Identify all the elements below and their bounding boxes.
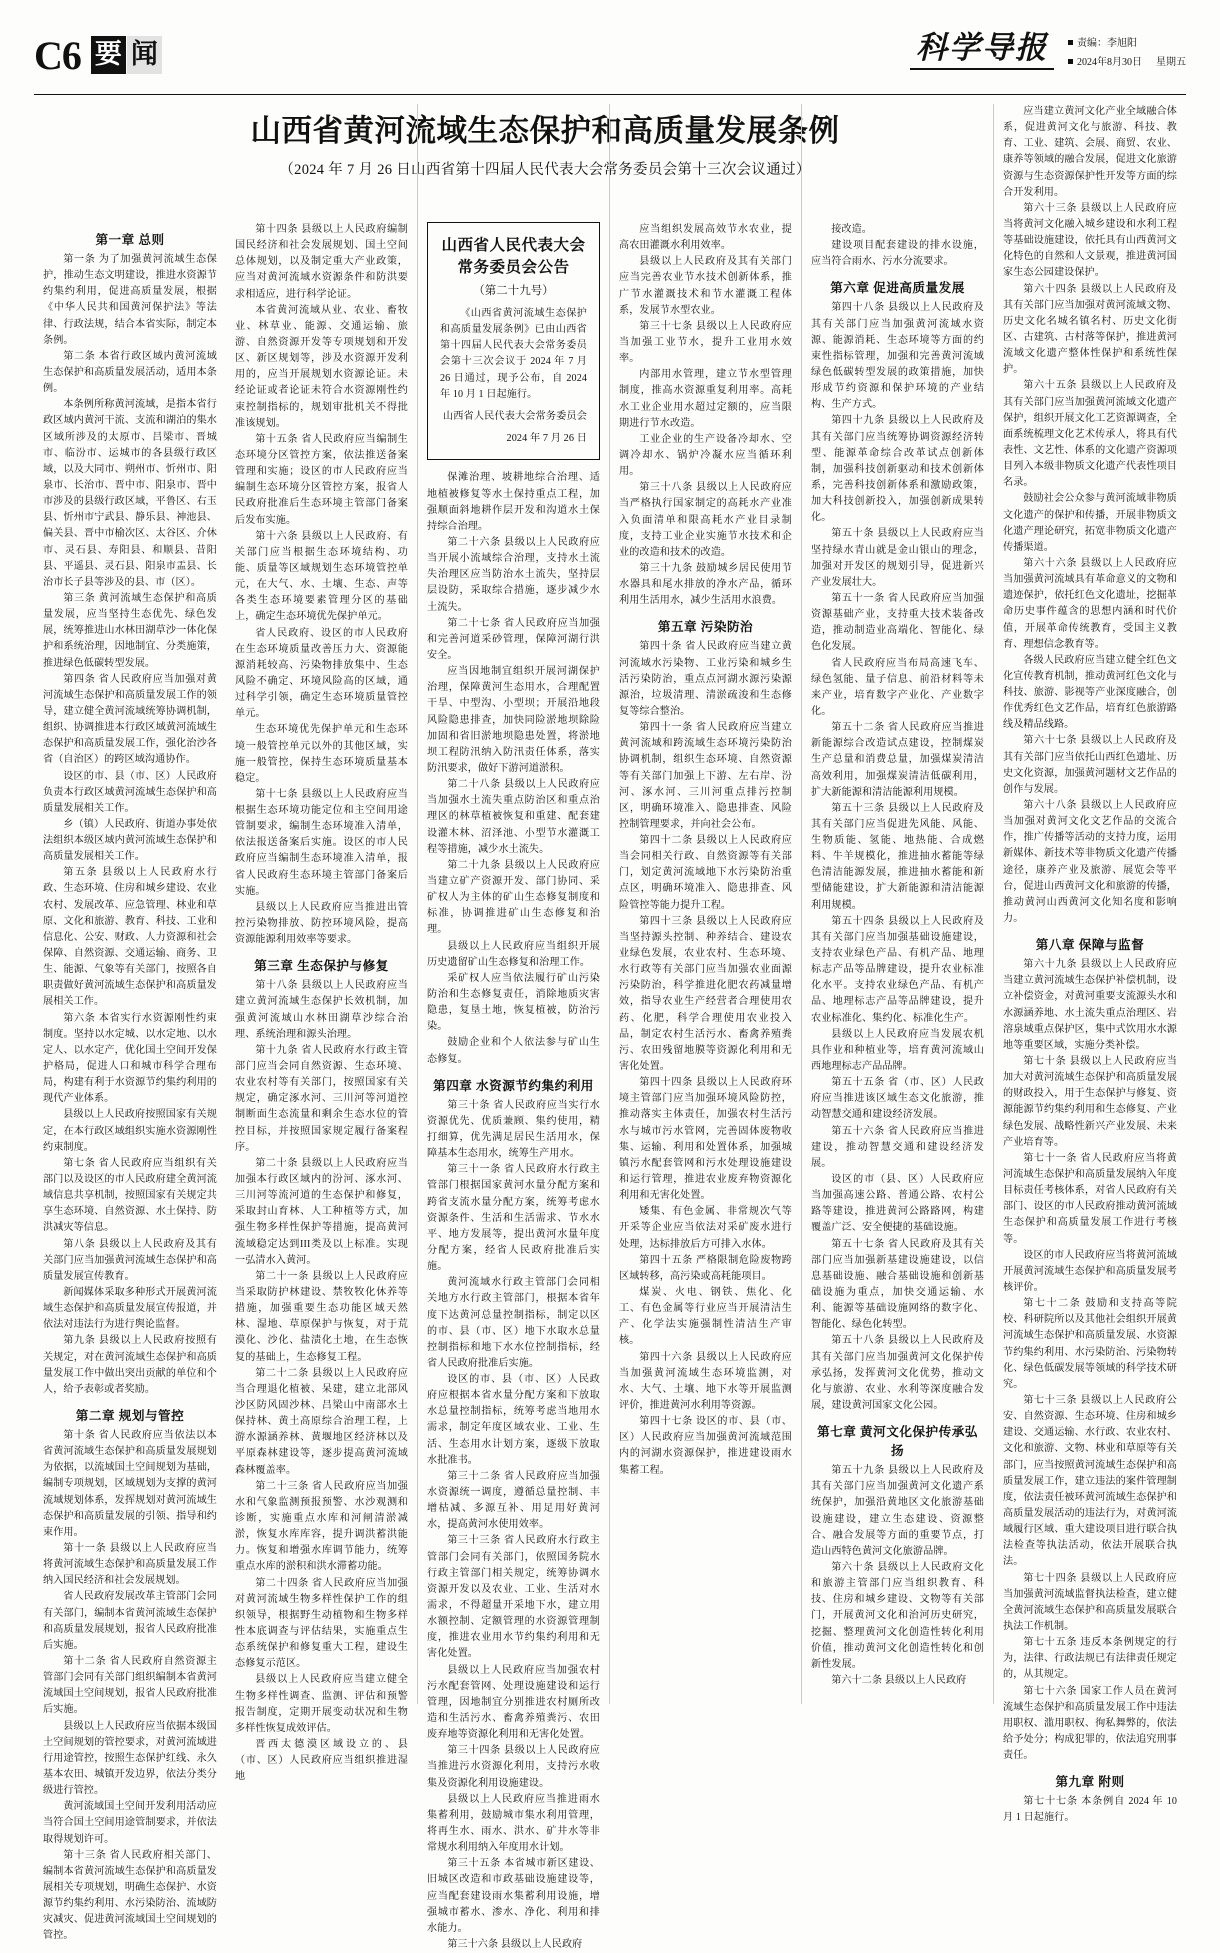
article-paragraph: 第三条 黄河流域生态保护和高质量发展，应当坚持生态优先、绿色发展，统筹推进山水林田湖草沙一体化保护和系统治理，因地制宜、分类施策，推进绿色低碳转型发展。 (43, 592, 217, 669)
article-paragraph: 第四十八条 县级以上人民政府及其有关部门应当加强黄河流域水资源、能源消耗、生态环境等方面的约束性指标管理，加强和完善黄河流域绿色低碳转型发展的政策措施，加快形成节约资源和保护环境的产业结构、生产方式。 (811, 302, 984, 411)
masthead-divider (34, 94, 1186, 95)
article-paragraph: 第五十八条 县级以上人民政府及其有关部门应当加强黄河文化保护传承弘扬，发挥黄河文化优势，推动文化与旅游、农业、水利等深度融合发展，建设黄河国家文化公园。 (811, 1335, 984, 1411)
article-paragraph: 省人民政府应当布局高速飞车、绿色氢能、量子信息、前沿材料等未来产业，培育数字产业化、产业数字化。 (811, 657, 984, 717)
article-paragraph: 黄河流域国土空间开发利用活动应当符合国土空间用途管制要求，并依法取得规划许可。 (43, 1801, 217, 1845)
article-paragraph: 县级以上人民政府应当加强农村污水配套管网、处理设施建设和运行管理，因地制宜分别推进农村厕所改造和生活污水、畜禽养殖粪污、农田废弃地等资源化利用和无害化处置。 (427, 1664, 600, 1741)
article-paragraph: 煤炭、火电、钢铁、焦化、化工、有色金属等行业应当开展清洁生产、化学法实施强制性清洁生产审核。 (619, 1287, 792, 1347)
article-paragraph: 第十八条 县级以上人民政府应当建立黄河流域生态保护长效机制，加强黄河流域山水林田湖草沙综合治理、系统治理和源头治理。 (235, 980, 408, 1040)
article-paragraph: 第十五条 省人民政府应当编制生态环境分区管控方案，依法推送备案管理和实施；设区的市人民政府应当编制生态环境分区管控方案，报省人民政府批准后生态环境主管部门备案后发布实施。 (235, 433, 408, 526)
article-paragraph: 第二十八条 县级以上人民政府应当加强水土流失重点防治区和重点治理区的林草植被恢复和重建、配套建设灌木林、沼泽池、小型节水灌溉工程等措施，减少水土流失。 (427, 779, 600, 855)
page-folio: C6 (34, 33, 81, 78)
article-paragraph: 县级以上人民政府应当发展农机具作业和种植业等，培育黄河流域山西地理标志产品品牌。 (811, 1028, 984, 1073)
article-paragraph: 县级以上人民政府应当推进雨水集蓄利用，鼓励城市集水利用管理，将再生水、雨水、洪水、矿井水等非常规水利用纳入年度用水计划。 (427, 1793, 600, 1854)
article-paragraph: 第三十五条 本省城市新区建设、旧城区改造和市政基础设施建设等，应当配套建设雨水集蓄利用设施，增强城市蓄水、渗水、净化、利用和排水能力。 (427, 1858, 600, 1934)
article-heading: 第五章 污染防治 (657, 620, 754, 635)
column-3 (418, 104, 610, 1950)
article-paragraph: 省人民政府、设区的市人民政府在生态环境质量改善压力大、资源能源消耗较高、污染物排放集中、生态风险不确定、环境风险高的区域，通过科学引领，确定生态环境质量管控单元。 (235, 627, 408, 720)
masthead-left (34, 30, 162, 76)
article-paragraph: 第二十九条 县级以上人民政府应当建立矿产资源开发、部门协同、采矿权人为主体的矿山生态修复制度和标准，协调推进矿山生态修复和治理。 (427, 859, 600, 936)
article-heading: 第六章 促进高质量发展 (830, 281, 965, 296)
article-paragraph: 第五十六条 省人民政府应当推进建设，推动智慧交通和建设经济发展。 (811, 1125, 984, 1169)
article-paragraph: 第三十条 省人民政府应当实行水资源优先、优质兼顾、集约使用，精打细算，优先满足居民生活用水，保障基本生态用水，统筹生产用水。 (427, 1099, 600, 1160)
masthead-meta (1068, 30, 1186, 72)
article-paragraph: 黄河流域水行政主管部门会同相关地方水行政主管部门，根据本省年度下达黄河总量控制指标，制定以区的市、县（市、区）地下水取水总量控制指标和地下水水位控制指标，经省人民政府批准后实施。 (427, 1277, 600, 1369)
article-paragraph: 工业企业的生产设备冷却水、空调冷却水、锅炉冷凝水应当循环利用。 (619, 433, 792, 478)
article-paragraph: 第十条 省人民政府应当依法以本省黄河流域生态保护和高质量发展规划为依据，以流域国土空间规划为基础，编制专项规划，区域规划为支撑的黄河流域规划体系，发挥规划对黄河流域生态保护和高质量发展的引领、指导和约束作用。 (43, 1429, 217, 1538)
article-paragraph: 第五十五条 省（市、区）人民政府应当推进该区域生态文化旅游，推动智慧交通和建设经济发展。 (811, 1077, 984, 1121)
column-3-body (427, 470, 600, 1953)
article-paragraph: 第三十二条 省人民政府应当加强水资源统一调度，遵循总量控制、丰增枯减、多源互补、用足用好黄河水，提高黄河水使用效率。 (427, 1470, 600, 1531)
article-paragraph: 应当组织发展高效节水农业，提高农田灌溉水利用效率。 (619, 224, 792, 252)
notice-title: 山西省人民代表大会常务委员会公告 (441, 237, 586, 276)
article-paragraph: 第四十三条 县级以上人民政府应当坚持源头控制、种养结合、建设农业绿色发展，农业农村、生态环境、水行政等有关部门应当加强农业面源污染防治，科学推进化肥农药减量增效，指导农业生产经营者合理使用农药、化肥，科学合理使用农业投入品，制定农村生活污水、畜禽养殖粪污、农田残留地膜等资源化利用和无害化处置。 (619, 915, 792, 1073)
article-paragraph: 第十六条 县级以上人民政府、有关部门应当根据生态环境结构、功能、质量等区域规划生态环境管控单元，在大气、水、土壤、生态、声等各类生态环境要素管理分区的基础上，确定生态环境优先保护单元。 (235, 530, 408, 623)
weekday-label: 星期五 (1156, 57, 1186, 68)
article-heading: 第二章 规划与管控 (75, 1408, 185, 1423)
article-paragraph: 县级以上人民政府应当组织开展历史遗留矿山生态修复和治理工作。 (427, 940, 600, 968)
section-tag-char-1: 要 (91, 36, 126, 74)
article-paragraph: 第三十三条 省人民政府水行政主管部门会同有关部门，依照国务院水行政主管部门相关规定，统筹协调水资源开发以及农业、工业、生活对水需求，不得超量开采地下水，建立用水额控制、定额管理的水资源管理制度，推进农业用水节约集约利用和无害化处置。 (427, 1535, 600, 1660)
article-paragraph: 第二十条 县级以上人民政府应当加强本行政区域内的汾河、涿水河、三川河等流河道的生态保护和修复，采取封山育林、人工种植等方式，加强生物多样性保护等措施，提高黄河流域稳定达到III类及以上标准。实现一弘清水入黄河。 (235, 1157, 408, 1266)
column-4-body (619, 222, 792, 1479)
article-paragraph: 第二十三条 省人民政府应当加强水和气象监测预报预警、水沙观测和诊断，实施重点水库和河闸清淤减淤，恢复水库库容，提升调洪蓄洪能力。恢复和增强水库调节能力，统筹重点水库的淤积和洪水滞蓄功能。 (235, 1480, 408, 1573)
article-paragraph: 县级以上人民政府应当建立健全生物多样性调查、监测、评估和预警报告制度，定期开展变动状况和生物多样性恢复成效评估。 (235, 1674, 408, 1734)
article-heading: 第三章 生态保护与修复 (254, 959, 389, 974)
article-paragraph: 设区的市、县（市、区）人民政府应根据本省水量分配方案和下放取水总量控制指标，统筹考虑当地用水需求，制定年度区域农业、工业、生活、生态用水计划方案，逐级下放取水批准书。 (427, 1374, 600, 1466)
article-paragraph: 第六十七条 县级以上人民政府及其有关部门应当依托山西红色遗址、历史文化资源，加强黄河题材文艺作品的创作与发展。 (1003, 735, 1177, 795)
article-paragraph: 本条例所称黄河流域，是指本省行政区域内黄河干流、支流和湖泊的集水区域所涉及的太原市、吕梁市、晋城市、临汾市、运城市的各县级行政区域，以及大同市、朔州市、忻州市、阳泉市、长治市、晋中市、阳泉市、晋中市涉及的县级行政区域，平鲁区、右玉县、忻州市宁武县、静乐县、神池县、偏关县、晋中市榆次区、太谷区、介休市、灵石县、寿阳县、和顺县、昔阳县、平遥县、灵石县、阳泉市盂县、长治市长子县等涉及的县、市（区）。 (43, 399, 217, 588)
column-6 (994, 104, 1186, 1824)
paper-title: 科学导报 (910, 30, 1054, 70)
editor-line (1068, 34, 1186, 53)
column-2-body (235, 222, 408, 1785)
article-paragraph: 第四十一条 省人民政府应当建立黄河流域和跨流域生态环境污染防治协调机制，组织生态环境、自然资源等有关部门加强上下游、左右岸、汾河、涿水河、三川河重点排污控制区，明确环境准入、隐患排查、风险控制管理要求，并向社会公布。 (619, 722, 792, 830)
article-paragraph: 第二条 本省行政区域内黄河流域生态保护和高质量发展活动，适用本条例。 (43, 350, 217, 395)
article-paragraph: 第七条 省人民政府应当组织有关部门以及设区的市人民政府建全黄河流域信息共享机制，按照国家有关规定共享生态环境、自然资源、水土保持、防洪减灾等信息。 (43, 1157, 217, 1234)
notice-signature-date: 2024 年 7 月 26 日 (506, 433, 587, 445)
article-paragraph: 第四十条 省人民政府应当建立黄河流域水污染物、工业污染和城乡生活污染防治，重点点河湖水源污染源源治，垃圾清理、清淤疏浚和生态修复等综合整治。 (619, 641, 792, 717)
article-paragraph: 省人民政府发展改革主管部门会同有关部门，编制本省黄河流域生态保护和高质量发展规划，报省人民政府批准后实施。 (43, 1591, 217, 1651)
article-paragraph: 第三十六条 县级以上人民政府 (447, 1938, 583, 1950)
article-paragraph: 矮集、有色金属、非常规次气等开采等企业应当依法对采矿废水进行处理，达标排放后方可排入水体。 (619, 1206, 792, 1250)
article-paragraph: 第六十二条 县级以上人民政府 (831, 1674, 967, 1686)
article-paragraph: 第八条 县级以上人民政府及其有关部门应当加强黄河流域生态保护和高质量发展宣传教育。 (43, 1238, 217, 1282)
article-paragraph: 第六十三条 县级以上人民政府应当将黄河文化融入城乡建设和水利工程等基础设施建设，依托具有山西黄河文化特色的自然和人文景观，推进黄河国家生态公园建设保护。 (1003, 202, 1177, 279)
column-1 (34, 104, 226, 1942)
article-paragraph: 第七十条 县级以上人民政府应当加大对黄河流域生态保护和高质量发展的财政投入，用于生态保护与修复、资源能源节约集约利用和生态修复、产业绿色发展、战略性新兴产业发展、未来产业培育等。 (1003, 1056, 1177, 1148)
article-paragraph: 乡（镇）人民政府、街道办事处依法组织本级区域内黄河流域生态保护和高质量发展相关工作。 (43, 818, 217, 863)
article-paragraph: 新闻媒体采取多种形式开展黄河流域生态保护和高质量发展宣传报道，并依法对违法行为进行舆论监督。 (43, 1287, 217, 1331)
article-paragraph: 第三十九条 鼓励城乡居民使用节水器具和尾水排放的净水产品，循环利用生活用水，减少生活用水浪费。 (619, 562, 792, 607)
bullet-square-icon (1068, 40, 1073, 45)
article-paragraph: 第二十七条 省人民政府应当加强和完善河道采砂管理，保障河湖行洪安全。 (427, 617, 600, 662)
article-paragraph: 第三十七条 县级以上人民政府应当加强工业节水，提升工业用水效率。 (619, 320, 792, 365)
article-paragraph: 晋西太德漠区域设立的、县（市、区）人民政府应当组织推进湿地 (235, 1738, 408, 1783)
article-paragraph: 第七十四条 县级以上人民政府应当加强黄河流域监督执法检查，建立健全黄河流域生态保护和高质量发展联合执法工作机制。 (1003, 1572, 1177, 1632)
article-paragraph: 第五十条 县级以上人民政府应当坚持绿水青山就是金山银山的理念，加强对开发区的规划引导，促进新兴产业发展壮大。 (811, 528, 984, 588)
article-paragraph: 第七十五条 违反本条例规定的行为，法律、行政法规已有法律责任规定的，从其规定。 (1003, 1637, 1177, 1681)
article-paragraph: 鼓励社会公众参与黄河流域非物质文化遗产的保护和传播，开展非物质文化遗产理论研究，拓宽非物质文化遗产传播渠道。 (1003, 493, 1177, 553)
page-subtitle: （2024 年 7 月 26 日山西省第十四届人民代表大会常务委员会第十三次会议通过） (279, 162, 811, 179)
official-notice-box (427, 222, 600, 460)
article-paragraph: 第五十七条 省人民政府及其有关部门应当加强新基建设施建设，以信息基础设施、融合基础设施和创新基础设施为重点，加快交通运输、水利、能源等基础设施网络的数字化、智能化、绿色化转型。 (811, 1238, 984, 1331)
notice-body: 《山西省黄河流域生态保护和高质量发展条例》已由山西省第十四届人民代表大会常务委员会第十三次会议于 2024 年 7 月 26 日通过，现予公布，自 2024 年 10 月 1 日起施行。 (440, 308, 587, 400)
article-paragraph: 第六十八条 县级以上人民政府应当加强对黄河文化文艺作品的交流合作，推广传播等活动的支持力度，运用新媒体、新技术等非物质文化遗产传播途径，康养产业及旅游、展览会等平台，促进山西黄河文化和旅游的传播，推动黄河山西黄河文化知名度和影响力。 (1003, 800, 1177, 925)
article-paragraph: 县级以上人民政府及其有关部门应当完善农业节水技术创新体系，推广节水灌溉技术和节水灌溉工程体系，发展节水型农业。 (619, 256, 792, 316)
article-paragraph: 建设项目配套建设的排水设施，应当符合雨水、污水分流要求。 (811, 240, 984, 268)
article-paragraph: 县级以上人民政府应当依据本级国土空间规划的管控要求，对黄河流域进行用途管控，按照生态保护红线、永久基本农田、城镇开发边界，依法分类分级进行管控。 (43, 1720, 217, 1797)
article-paragraph: 第六十六条 县级以上人民政府应当加强黄河流域具有革命意义的文物和遗迹保护，依托红色文化遗址，挖掘革命历史事件蕴含的思想内涵和时代价值，开展革命传统教育，受国主义教育、理想信念教育等。 (1003, 557, 1177, 650)
column-1-body (43, 229, 217, 1944)
article-paragraph: 应当因地制宜组织开展河湖保护治理，保障黄河生态用水，合理配置干旱、中型沟、小型坝；开展沿地段风险隐患排查，加快同险淤地坝除险加固和省旧淤地坝隐患处置，将淤地坝工程防汛纳入防汛责任体系，落实防汛要求，做好下游河道淤积。 (427, 666, 600, 774)
article-paragraph: 第二十六条 县级以上人民政府应当开展小流域综合治理，支持水土流失治理区应当防治水土流失，坚持层层设防，采取综合措施，逐步减少水土流失。 (427, 537, 600, 613)
article-heading: 第一章 总则 (95, 233, 165, 247)
article-paragraph: 设区的市人民政府应当将黄河流域开展黄河流域生态保护和高质量发展考核评价。 (1003, 1249, 1177, 1293)
column-4 (610, 104, 802, 1704)
article-paragraph: 第四十七条 设区的市、县（市、区）人民政府应当加强黄河流域范围内的河湖水资源保护，推进建设雨水集蓄工程。 (619, 1416, 792, 1476)
article-paragraph: 县级以上人民政府按照国家有关规定，在本行政区域组织实施水资源刚性约束制度。 (43, 1109, 217, 1153)
article-heading: 第四章 水资源节约集约利用 (433, 1078, 594, 1093)
article-columns (34, 104, 1186, 1950)
article-paragraph: 第十三条 省人民政府相关部门、编制本省黄河流域生态保护和高质量发展相关专项规划，明确生态保护、水资源节约集约利用、水污染防治、流域防灾减灾、促进黄河流域国土空间规划的管控。 (43, 1849, 217, 1942)
article-paragraph: 第七十一条 省人民政府应当将黄河流域生态保护和高质量发展纳入年度目标责任考核体系，对省人民政府有关部门、设区的市人民政府推动黄河流域生态保护和高质量发展工作进行考核等。 (1003, 1152, 1177, 1245)
masthead-right (910, 30, 1186, 72)
column-2 (226, 104, 418, 1783)
article-paragraph: 第六十四条 县级以上人民政府及其有关部门应当加强对黄河流域文物、历史文化名城名镇名村、历史文化街区、古建筑、古村落等保护，推进黄河流域文化遗产整体性保护和系统性保护。 (1003, 283, 1177, 376)
article-paragraph: 第三十一条 省人民政府水行政主管部门根据国家黄河水量分配方案和跨省支流水量分配方案，统筹考虑水资源条件、生活和生活需求、节水水平、地方发展等，提出黄河水量年度分配方案，经省人民政府批准后实施。 (427, 1164, 600, 1273)
article-paragraph: 第六十条 县级以上人民政府文化和旅游主管部门应当组织教育、科技、住房和城乡建设、文物等有关部门，开展黄河文化和治河历史研究，挖掘、整理黄河文化创造性转化利用价值，推动黄河文化创造性转化和创新性发展。 (811, 1561, 984, 1670)
article-paragraph: 第七十七条 本条例自 2024 年 10 月 1 日起施行。 (1003, 1796, 1177, 1824)
article-paragraph: 第四十六条 县级以上人民政府应当加强黄河流域生态环境监测，对水、大气、土壤、地下水等开展监测评价，推进黄河水利用等资源。 (619, 1351, 792, 1411)
article-heading: 第八章 保障与监督 (1035, 938, 1145, 953)
article-paragraph: 设区的市、县（市、区）人民政府负责本行政区域黄河流域生态保护和高质量发展相关工作。 (43, 770, 217, 814)
article-paragraph: 第十四条 县级以上人民政府编制国民经济和社会发展规划、国土空间总体规划，以及制定重大产业政策，应当对黄河流域水资源条件和防洪要求相适应，进行科学论证。 (235, 224, 408, 300)
article-paragraph: 各级人民政府应当建立健全红色文化宣传教育机制，推动黄河红色文化与科技、旅游、影视等产业深度融合，创作优秀红色文艺作品，培育红色旅游路线及精品线路。 (1003, 654, 1177, 731)
editor-label: 责编：李旭阳 (1077, 38, 1137, 49)
article-paragraph: 内部用水管理，建立节水型管理制度，推高水资源重复利用率。高耗水工业企业用水超过定额的，应当限期进行节水改造。 (619, 369, 792, 429)
masthead (34, 30, 1186, 92)
article-paragraph: 第九条 县级以上人民政府按照有关规定，对在黄河流域生态保护和高质量发展工作中做出突出贡献的单位和个人，给予表彰或者奖励。 (43, 1335, 217, 1395)
article-paragraph: 第十一条 县级以上人民政府应当将黄河流域生态保护和高质量发展工作纳入国民经济和社会发展规划。 (43, 1542, 217, 1587)
column-5-body (811, 222, 984, 1689)
article-paragraph: 保滩治理、坡耕地综合治理、适地植被修复等水土保持重点工程，加强顺面斜地耕作层开发和沟道水土保持综合治理。 (427, 472, 600, 532)
notice-signature-org: 山西省人民代表大会常务委员会 (442, 410, 587, 422)
article-paragraph: 应当建立黄河文化产业全域融合体系，促进黄河文化与旅游、科技、教育、工业、建筑、会展、商贸、农业、康养等领域的融合发展，促进文化旅游资源与生态资源保护性开发等方面的综合开发利用。 (1003, 106, 1177, 198)
article-paragraph: 鼓励企业和个人依法参与矿山生态修复。 (427, 1037, 600, 1065)
article-paragraph: 第四十二条 县级以上人民政府应当会同相关行政、自然资源等有关部门，划定黄河流域地下水污染防治重点区，明确环境准入、隐患排查、风险管控等能力提升工程。 (619, 835, 792, 911)
article-paragraph: 第三十四条 县级以上人民政府应当推进污水资源化利用，支持污水收集及资源化利用设施建设。 (427, 1745, 600, 1789)
article-paragraph: 第六条 本省实行水资源刚性约束制度。坚持以水定城、以水定地、以水定人、以水定产，优化国土空间开发保护格局，促进人口和城市科学合理布局，构建有利于水资源节约集约利用的现代产业体系。 (43, 1012, 217, 1105)
article-paragraph: 第十九条 省人民政府水行政主管部门应当会同自然资源、生态环境、农业农村等有关部门，按照国家有关规定，确定涿水河、三川河等河道控制断面生态流量和剩余生态水位的管控目标，并按照国家规定履行备案程序。 (235, 1044, 408, 1153)
article-paragraph: 生态环境优先保护单元和生态环境一般管控单元以外的其他区域，实施一般管控，保持生态环境质量基本稳定。 (235, 724, 408, 784)
article-paragraph: 第五十三条 县级以上人民政府及其有关部门应当促进先风能、风能、生物质能、氢能、地热能、合成燃料、牛羊规模化，推进抽水蓄能等绿色清洁能源发展，推进抽水蓄能和新型储能建设，扩大新能源和清洁能源利用规模。 (811, 802, 984, 911)
article-paragraph: 第七十六条 国家工作人员在黄河流域生态保护和高质量发展工作中违法用职权、滥用职权、徇私舞弊的，依法给予处分；构成犯罪的，依法追究刑事责任。 (1003, 1685, 1177, 1762)
article-paragraph: 第五条 县级以上人民政府水行政、生态环境、住房和城乡建设、农业农村、发展改革、应急管理、林业和草原、文化和旅游、教育、科技、工业和信息化、公安、财政、人力资源和社会保障、自然资源、交通运输、商务、卫生、能源、气象等有关部门，按照各自职责做好黄河流域生态保护和高质量发展相关工作。 (43, 867, 217, 1008)
article-paragraph: 第二十四条 省人民政府应当加强对黄河流域生物多样性保护工作的组织领导，根据野生动植物和生物多样性本底调查与评估结果，实施重点生态系统保护和修复重大工程，建设生态修复示范区。 (235, 1577, 408, 1670)
article-paragraph: 第四十五条 严格限制危险废物跨区域转移，高污染或高耗能项目。 (619, 1254, 792, 1282)
article-heading: 第七章 黄河文化保护传承弘扬 (817, 1425, 978, 1459)
article-paragraph: 第五十二条 省人民政府应当推进新能源综合改造试点建设，控制煤炭生产总量和消费总量，加强煤炭清洁高效利用，加强煤炭清洁低碳利用，扩大新能源和清洁能源利用规模。 (811, 722, 984, 798)
article-paragraph: 县级以上人民政府应当推进出管控污染物排放、防控环境风险，提高资源能源利用效率等要求。 (235, 901, 408, 946)
article-paragraph: 第四十四条 县级以上人民政府环境主管部门应当加强环境风险防控，推动落实主体责任，加强农村生活污水与城市污水管网，完善固体废物收集、运输、利用和处置体系，加强城镇污水配套管网和污水处理设施建设和运行管理，推进农业废弃物资源化利用和无害化处置。 (619, 1077, 792, 1202)
page-title: 山西省黄河流域生态保护和高质量发展条例 (250, 114, 840, 148)
article-paragraph: 第十七条 县级以上人民政府应当根据生态环境功能定位和主空间用途管制要求，编制生态环境准入清单，依法报送备案后实施。设区的市人民政府应当编制生态环境准入清单，报省人民政府生态环境主管部门备案后实施。 (235, 788, 408, 897)
article-paragraph: 接改造。 (831, 224, 872, 235)
article-paragraph: 第六十五条 县级以上人民政府及其有关部门应当加强黄河流域文化遗产保护，组织开展文化工艺资源调查，全面系统梳理文化艺术传承人，将具有代表性、文艺性、体系的文化遗产资源项目列入本级非物质文化遗产代表性项目名录。 (1003, 380, 1177, 489)
article-paragraph: 第七十二条 鼓励和支持高等院校、科研院所以及其他社会组织开展黄河流域生态保护和高质量发展、水资源节约集约利用、水污染防治、污染物转化、绿色低碳发展等领域的科学技术研究。 (1003, 1298, 1177, 1390)
article-paragraph: 第五十四条 县级以上人民政府及其有关部门应当加强基础设施建设，支持农业绿色产品、有机产品、地理标志产品等品牌建设，提升农业标准化水平。支持农业绿色产品、有机产品、地理标志产品等品牌建设，提升农业标准化、集约化、标准化生产。 (811, 915, 984, 1024)
article-paragraph: 第十二条 省人民政府自然资源主管部门会同有关部门组织编制本省黄河流域国土空间规划，报省人民政府批准后实施。 (43, 1655, 217, 1716)
article-paragraph: 第七十三条 县级以上人民政府公安、自然资源、生态环境、住房和城乡建设、交通运输、水行政、农业农村、文化和旅游、文物、林业和草原等有关部门，应当按照黄河流域生态保护和高质量发展工作，建立违法的案件管理制度，依法责任被环黄河流域生态保护和高质量发展活动的违法行为，对黄河流域履行区域、重大建设项目进行联合执法检查等执法活动，依法开展联合执法。 (1003, 1394, 1177, 1568)
article-paragraph: 设区的市（县、区）人民政府应当加强高速公路、普通公路、农村公路等建设，推进黄河公路路网，构建覆盖广泛、安全便捷的基础设施。 (811, 1174, 984, 1234)
article-paragraph: 第二十二条 县级以上人民政府应当合理退化植被、呆建，建立北部风沙区防风固沙林、吕梁山中南部水土保持林、黄土高原综合治理工程，上游水源涵养林、黄堰地区经济林以及平原森林建设等，逐步提高黄河流域森林覆盖率。 (235, 1367, 408, 1476)
article-paragraph: 第四条 省人民政府应当加强对黄河流域生态保护和高质量发展工作的领导，建立健全黄河流域统筹协调机制，组织、协调推进本行政区域黄河流域生态保护和高质量发展工作，强化治沙各省（自治区）的跨区域沟通协作。 (43, 673, 217, 766)
date-line (1068, 53, 1186, 72)
article-paragraph: 第六十九条 县级以上人民政府应当建立黄河流域生态保护补偿机制，设立补偿资金，对黄河重要支流源头水和水源涵养地、水土流失重点治理区、岩溶泉域重点保护区，集中式饮用水水源地等重要区域，实施分类补偿。 (1003, 959, 1177, 1051)
article-paragraph: 第五十九条 县级以上人民政府及其有关部门应当加强黄河文化遗产系统保护，加强沿黄地区文化旅游基础设施建设，建立生态建设、资源整合、融合发展等方面的重要节点，打造山西特色黄河文化旅游品牌。 (811, 1465, 984, 1557)
article-heading: 第九章 附则 (1055, 1775, 1125, 1790)
article-paragraph: 本省黄河流域从业、农业、畜牧业、林草业、能源、交通运输、旅游、自然资源开发等专项规划和开发区、新区规划等，涉及水资源开发利用的，应当开展规划水资源论证。未经论证或者论证未符合水资源刚性约束控制指标的，规划审批机关不得批准该规划。 (235, 304, 408, 429)
column-5 (802, 104, 994, 1704)
article-paragraph: 第五十一条 省人民政府应当加强资源基础产业，支持重大技术装备改造，推动制造业高端化、智能化、绿色化发展。 (811, 592, 984, 653)
column-6-body (1003, 104, 1177, 1826)
section-tag (91, 32, 162, 74)
article-paragraph: 第一条 为了加强黄河流域生态保护，推动生态文明建设，推进水资源节约集约利用，促进高质量发展，根据《中华人民共和国黄河保护法》等法律、行政法规，结合本省实际，制定本条例。 (43, 254, 217, 346)
notice-number: （第二十九号） (473, 285, 554, 297)
date-label: 2024年8月30日 (1077, 57, 1142, 68)
bullet-square-icon (1068, 59, 1073, 64)
article-paragraph: 第三十八条 县级以上人民政府应当严格执行国家制定的高耗水产业准入负面清单和限高耗水产业目录制度，支持工业企业实施节水技术和企业的改造和技术的改造。 (619, 482, 792, 558)
section-tag-char-2: 闻 (127, 36, 162, 74)
article-paragraph: 采矿权人应当依法履行矿山污染防治和生态修复责任，消除地质灾害隐患，复垦土地，恢复植被，防治污染。 (427, 972, 600, 1033)
article-paragraph: 第四十九条 县级以上人民政府及其有关部门应当统筹协调资源经济转型、能源革命综合改革试点创新体制，加强科技创新驱动和技术创新体系，完善科技创新体系和激励政策，加大科技创新投入，加强创新成果转化。 (811, 415, 984, 524)
article-paragraph: 第二十一条 县级以上人民政府应当采取防护林建设、禁牧牧化休养等措施，加强重要生态功能区域天然林、湿地、草原保护与恢复，对于荒漠化、沙化、盐渍化土地，在生态恢复的基础上，生态修复工程。 (235, 1270, 408, 1363)
